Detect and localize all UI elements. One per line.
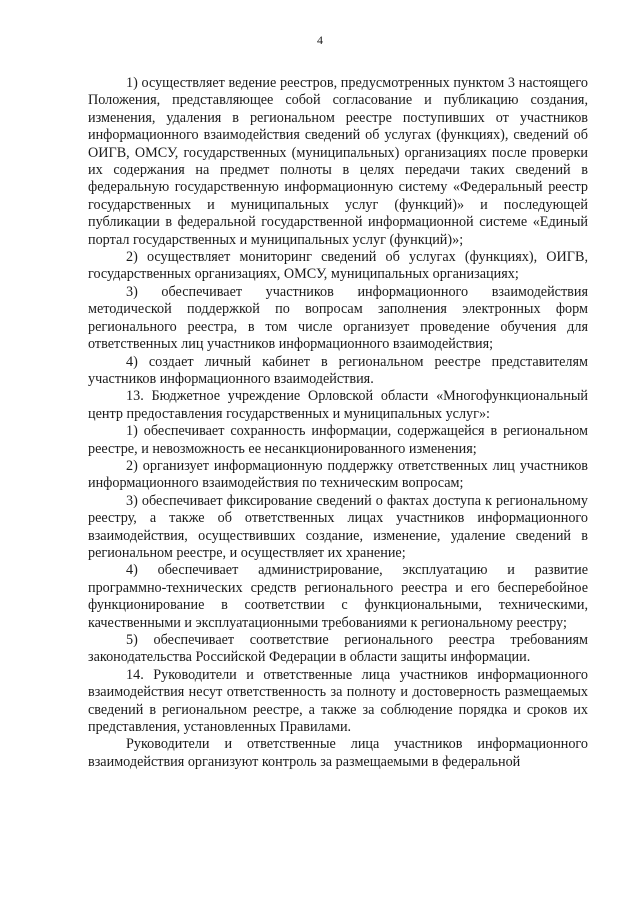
page-number: 4 <box>317 33 323 47</box>
paragraph-14-continued: Руководители и ответственные лица участников информационного взаимодействия организуют контроль за размещаемыми в федеральной <box>88 736 588 770</box>
paragraph-14: 14. Руководители и ответственные лица участников информационного взаимодействия несут ответственность за полноту и достоверность размещаемых сведений в региональном реестре, а также за соблюдение порядка и сроков их представления, установленных Правилами. <box>88 666 588 736</box>
paragraph-12-item-4: 4) создает личный кабинет в региональном реестре представителям участников информационного взаимодействия. <box>88 353 588 387</box>
paragraph-13-item-5: 5) обеспечивает соответствие регионального реестра требованиям законодательства Российской Федерации в области защиты информации. <box>88 632 588 666</box>
paragraph-12-item-1: 1) осуществляет ведение реестров, предусмотренных пунктом 3 настоящего Положения, представляющее собой согласование и публикацию создания, изменения, удаления в региональном реестре поступивших от участников информационного взаимодействия сведений об услугах (функциях), сведений об ОИГВ, ОМСУ, государственных (муниципальных) организациях после проверки их содержания на предмет полноты в целях передачи таких сведений в федеральную государственную информационную систему «Федеральный реестр государственных и муниципальных услуг (функций)» и последующей публикации в федеральной государственной информационной системе «Единый портал государственных и муниципальных услуг (функций)»; <box>88 75 588 248</box>
paragraph-13-heading: 13. Бюджетное учреждение Орловской области «Многофункциональный центр предоставления государственных и муниципальных услуг»: <box>88 388 588 422</box>
paragraph-13-item-3: 3) обеспечивает фиксирование сведений о фактах доступа к региональному реестру, а также об ответственных лицах участников информационного взаимодействия, осуществивших создание, изменение, удаление сведений в региональном реестре, и осуществляет их хранение; <box>88 492 588 561</box>
paragraph-13-item-1: 1) обеспечивает сохранность информации, содержащейся в региональном реестре, и невозможность ее несанкционированного изменения; <box>88 423 588 457</box>
paragraph-13-item-2: 2) организует информационную поддержку ответственных лиц участников информационного взаимодействия по техническим вопросам; <box>88 457 588 492</box>
paragraph-12-item-3: 3) обеспечивает участников информационного взаимодействия методической поддержкой по вопросам заполнения электронных форм регионального реестра, в том числе организует проведение обучения для ответственных лиц участников информационного взаимодействия; <box>88 283 588 353</box>
document-body <box>88 75 588 771</box>
paragraph-12-item-2: 2) осуществляет мониторинг сведений об услугах (функциях), ОИГВ, государственных организациях, ОМСУ, муниципальных организациях; <box>88 249 588 283</box>
paragraph-13-item-4: 4) обеспечивает администрирование, эксплуатацию и развитие программно-технических средств регионального реестра и его бесперебойное функционирование в соответствии с функциональными, техническими, качественными и эксплуатационными требованиями к региональному реестру; <box>88 562 588 631</box>
